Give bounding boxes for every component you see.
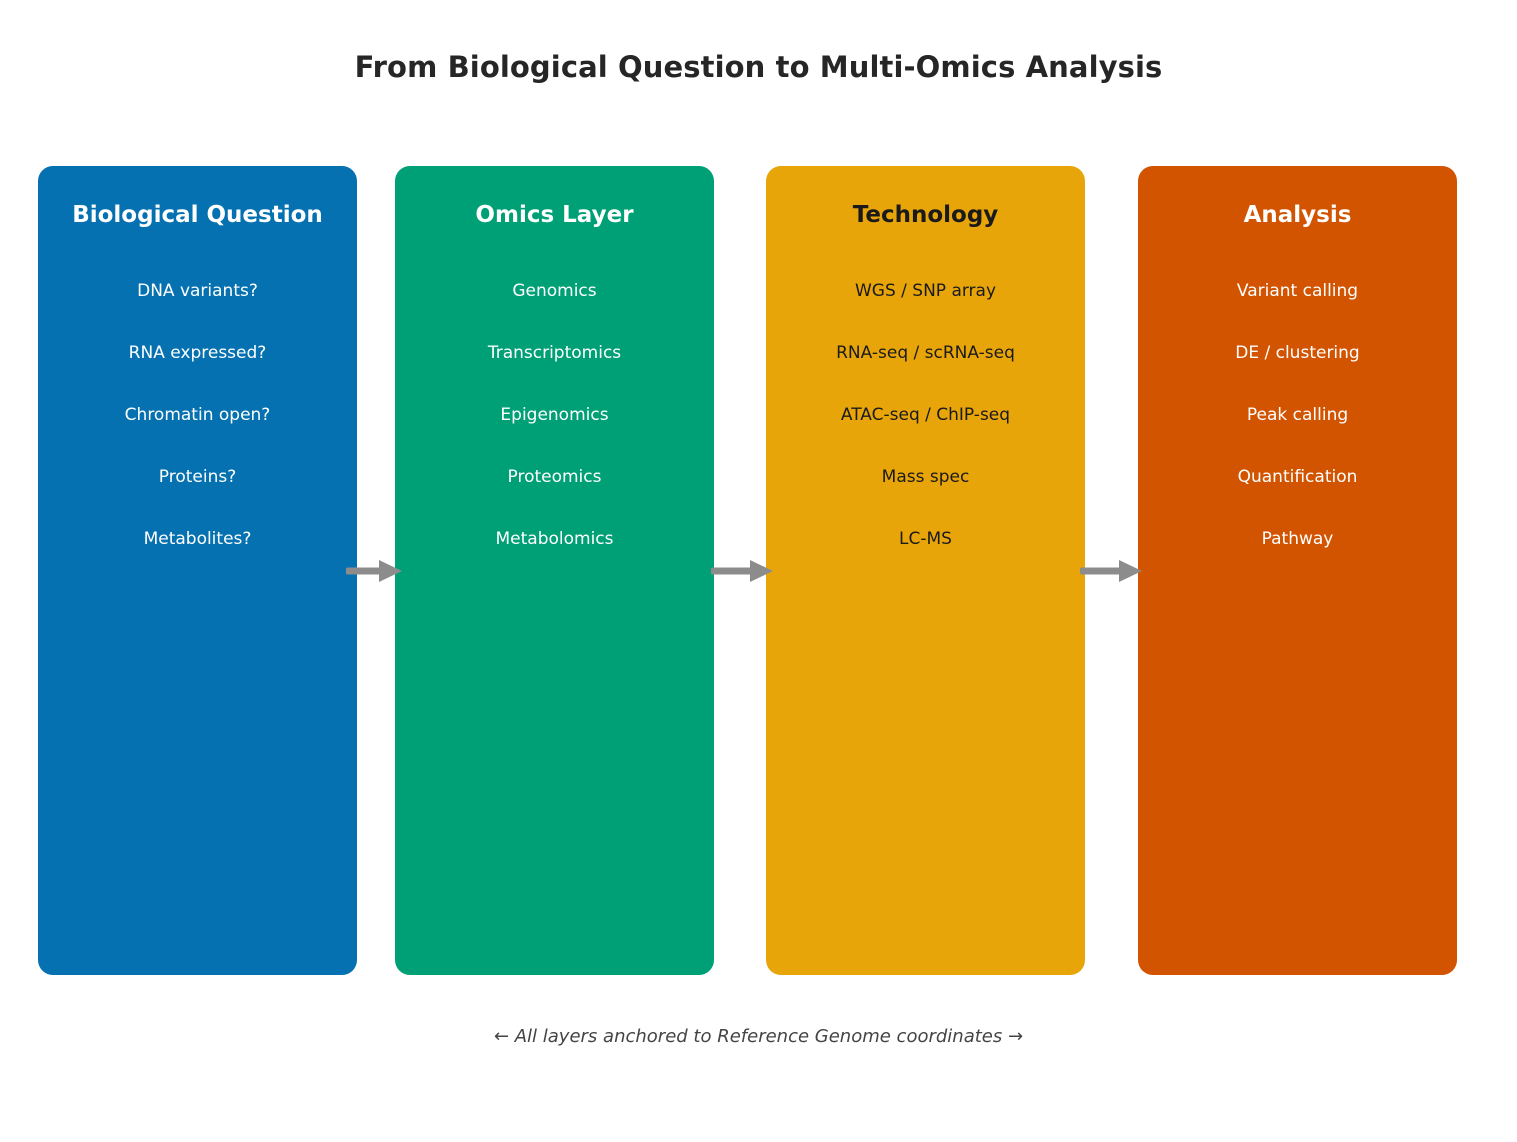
list-item — [405, 274, 704, 336]
list-item — [776, 522, 1075, 584]
list-item — [48, 460, 347, 522]
list-item — [1148, 274, 1447, 336]
list-item — [1148, 460, 1447, 522]
item-label: Genomics — [512, 281, 597, 301]
list-item — [776, 336, 1075, 398]
column-items-analysis — [1148, 274, 1447, 584]
list-item — [48, 336, 347, 398]
list-item — [405, 398, 704, 460]
page-title: From Biological Question to Multi-Omics Analysis — [354, 50, 1163, 84]
column-header-omics-layer: Omics Layer — [475, 202, 634, 228]
column-analysis — [1138, 166, 1457, 975]
item-label: Proteomics — [507, 467, 602, 487]
item-label: Chromatin open? — [124, 405, 271, 425]
item-label: ATAC-seq / ChIP-seq — [840, 405, 1011, 425]
list-item — [776, 274, 1075, 336]
item-label: Mass spec — [881, 467, 970, 487]
footer-note: ← All layers anchored to Reference Genome coordinates → — [493, 1026, 1024, 1047]
arrow-technology-to-analysis-icon — [1080, 558, 1144, 584]
column-technology — [766, 166, 1085, 975]
item-label: Epigenomics — [500, 405, 609, 425]
list-item — [48, 274, 347, 336]
item-label: RNA expressed? — [128, 343, 267, 363]
list-item — [1148, 336, 1447, 398]
column-items-technology — [776, 274, 1075, 584]
list-item — [405, 336, 704, 398]
item-label: Transcriptomics — [487, 343, 622, 363]
item-label: Metabolites? — [143, 529, 252, 549]
column-header-biological-question: Biological Question — [72, 202, 323, 228]
item-label: RNA-seq / scRNA-seq — [836, 343, 1015, 363]
arrow-question-to-omics-icon — [346, 558, 404, 584]
list-item — [405, 522, 704, 584]
column-biological-question — [38, 166, 357, 975]
item-label: Proteins? — [158, 467, 237, 487]
list-item — [1148, 522, 1447, 584]
list-item — [776, 398, 1075, 460]
item-label: Metabolomics — [495, 529, 614, 549]
list-item — [405, 460, 704, 522]
item-label: Peak calling — [1246, 405, 1349, 425]
list-item — [48, 522, 347, 584]
column-omics-layer — [395, 166, 714, 975]
item-label: Pathway — [1261, 529, 1334, 549]
item-label: Quantification — [1237, 467, 1358, 487]
item-label: WGS / SNP array — [854, 281, 997, 301]
item-label: Variant calling — [1236, 281, 1359, 301]
column-header-technology: Technology — [852, 202, 999, 228]
list-item — [776, 460, 1075, 522]
list-item — [1148, 398, 1447, 460]
item-label: DE / clustering — [1235, 343, 1360, 363]
column-items-omics-layer — [405, 274, 704, 584]
item-label: LC-MS — [899, 529, 952, 549]
column-header-analysis: Analysis — [1243, 202, 1352, 228]
list-item — [48, 398, 347, 460]
arrow-omics-to-technology-icon — [711, 558, 775, 584]
item-label: DNA variants? — [137, 281, 258, 301]
column-items-biological-question — [48, 274, 347, 584]
